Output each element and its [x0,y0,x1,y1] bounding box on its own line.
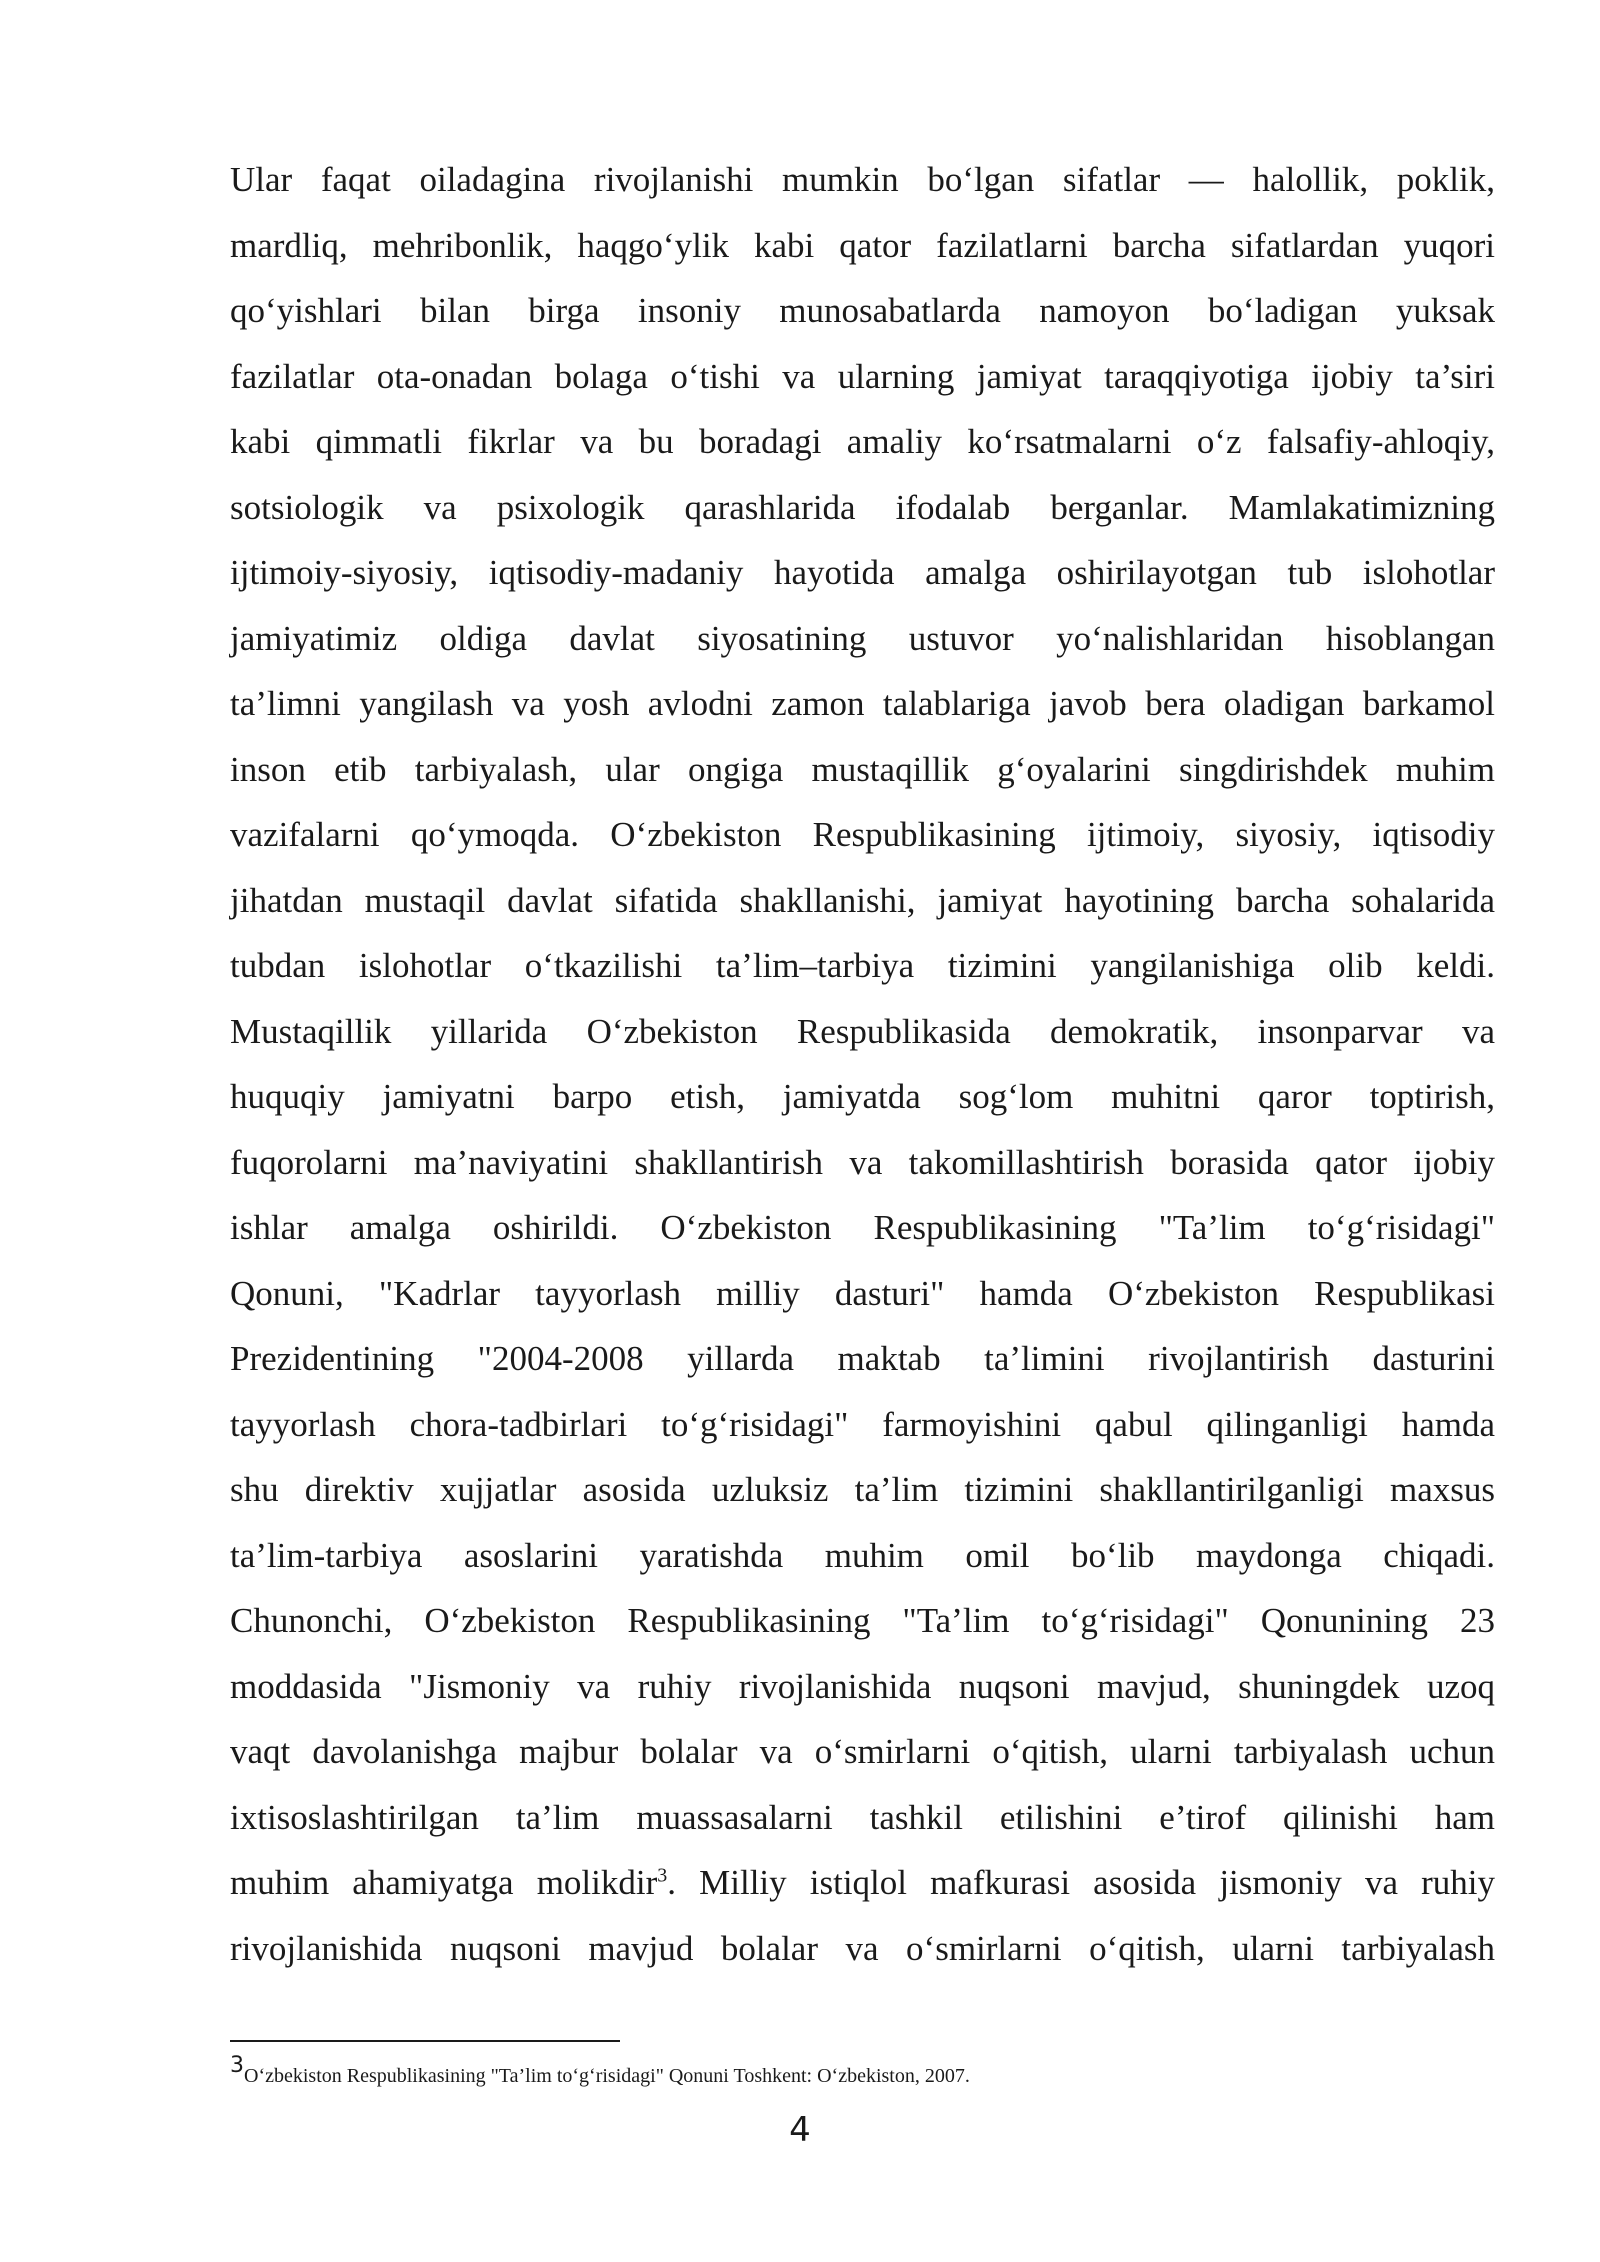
body-paragraph [230,147,1495,1981]
text-line: ijtimoiy-siyosiy, iqtisodiy-madaniy hayotida amalga oshirilayotgan tub islohotlar [230,553,1495,592]
text-line: shu direktiv xujjatlar asosida uzluksiz ta’lim tizimini shakllantirilganligi maxsus [230,1470,1495,1509]
text-line: jihatdan mustaqil davlat sifatida shakllanishi, jamiyat hayotining barcha sohalarida [230,880,1495,920]
text-line: ta’limni yangilash va yosh avlodni zamon talablariga javob bera oladigan barkamol [230,684,1495,723]
text-line: kabi qimmatli fikrlar va bu boradagi amaliy ko‘rsatmalarni o‘z falsafiy-ahloqiy, [230,422,1495,461]
text-line: inson etib tarbiyalash, ular ongiga mustaqillik g‘oyalarini singdirishdek muhim [230,749,1495,789]
text-segment: . Milliy istiqlol mafkurasi asosida jismoniy va ruhiy [667,1863,1495,1902]
text-line: qo‘yishlari bilan birga insoniy munosabatlarda namoyon bo‘ladigan yuksak [230,291,1495,330]
text-line [230,1863,1495,1902]
text-segment: muhim ahamiyatga molikdir [230,1863,658,1902]
text-line: Qonuni, "Kadrlar tayyorlash milliy dasturi" hamda O‘zbekiston Respublikasi [230,1273,1495,1313]
text-line: rivojlanishida nuqsoni mavjud bolalar va o‘smirlarni o‘qitish, ularni tarbiyalash [230,1928,1495,1968]
text-line: vaqt davolanishga majbur bolalar va o‘smirlarni o‘qitish, ularni tarbiyalash uchun [230,1732,1495,1771]
text-line: mardliq, mehribonlik, haqgo‘ylik kabi qator fazilatlarni barcha sifatlardan yuqori [230,225,1495,265]
footnote-text: O‘zbekiston Respublikasining "Ta’lim to‘g‘risidagi" Qonuni Toshkent: O‘zbekiston, 2007. [244,2065,970,2087]
footnote-reference[interactable]: 3 [657,1864,668,1887]
text-line: Prezidentining "2004-2008 yillarda maktab ta’limini rivojlantirish dasturini [230,1339,1495,1378]
text-line: ishlar amalga oshirildi. O‘zbekiston Respublikasining "Ta’lim to‘g‘risidagi" [230,1208,1495,1247]
text-line: ta’lim-tarbiya asoslarini yaratishda muhim omil bo‘lib maydonga chiqadi. [230,1535,1495,1575]
text-line: sotsiologik va psixologik qarashlarida ifodalab berganlar. Mamlakatimizning [230,487,1495,527]
text-line: tayyorlash chora-tadbirlari to‘g‘risidagi" farmoyishini qabul qilinganligi hamda [230,1404,1495,1444]
text-line: Chunonchi, O‘zbekiston Respublikasining "Ta’lim to‘g‘risidagi" Qonunining 23 [230,1601,1495,1640]
footnote-separator [230,2040,620,2042]
text-line: Mustaqillik yillarida O‘zbekiston Respublikasida demokratik, insonparvar va [230,1011,1495,1051]
text-line: tubdan islohotlar o‘tkazilishi ta’lim–tarbiya tizimini yangilanishiga olib keldi. [230,946,1495,985]
text-line: jamiyatimiz oldiga davlat siyosatining ustuvor yo‘nalishlaridan hisoblangan [230,618,1495,658]
text-line: fuqorolarni ma’naviyatini shakllantirish va takomillashtirish borasida qator ijobiy [230,1142,1495,1182]
text-line: vazifalarni qo‘ymoqda. O‘zbekiston Respublikasining ijtimoiy, siyosiy, iqtisodiy [230,815,1495,854]
text-line: huquqiy jamiyatni barpo etish, jamiyatda sog‘lom muhitni qaror toptirish, [230,1077,1495,1116]
text-line: ixtisoslashtirilgan ta’lim muassasalarni tashkil etilishini e’tirof qilinishi ham [230,1797,1495,1837]
footnote [230,2053,1495,2090]
text-line: fazilatlar ota-onadan bolaga o‘tishi va ularning jamiyat taraqqiyotiga ijobiy ta’siri [230,356,1495,396]
footnote-number: 3 [230,2053,244,2078]
text-line: Ular faqat oiladagina rivojlanishi mumkin bo‘lgan sifatlar — halollik, poklik, [230,160,1495,199]
page-number: 4 [789,2110,811,2150]
text-line: moddasida "Jismoniy va ruhiy rivojlanishida nuqsoni mavjud, shuningdek uzoq [230,1666,1495,1706]
